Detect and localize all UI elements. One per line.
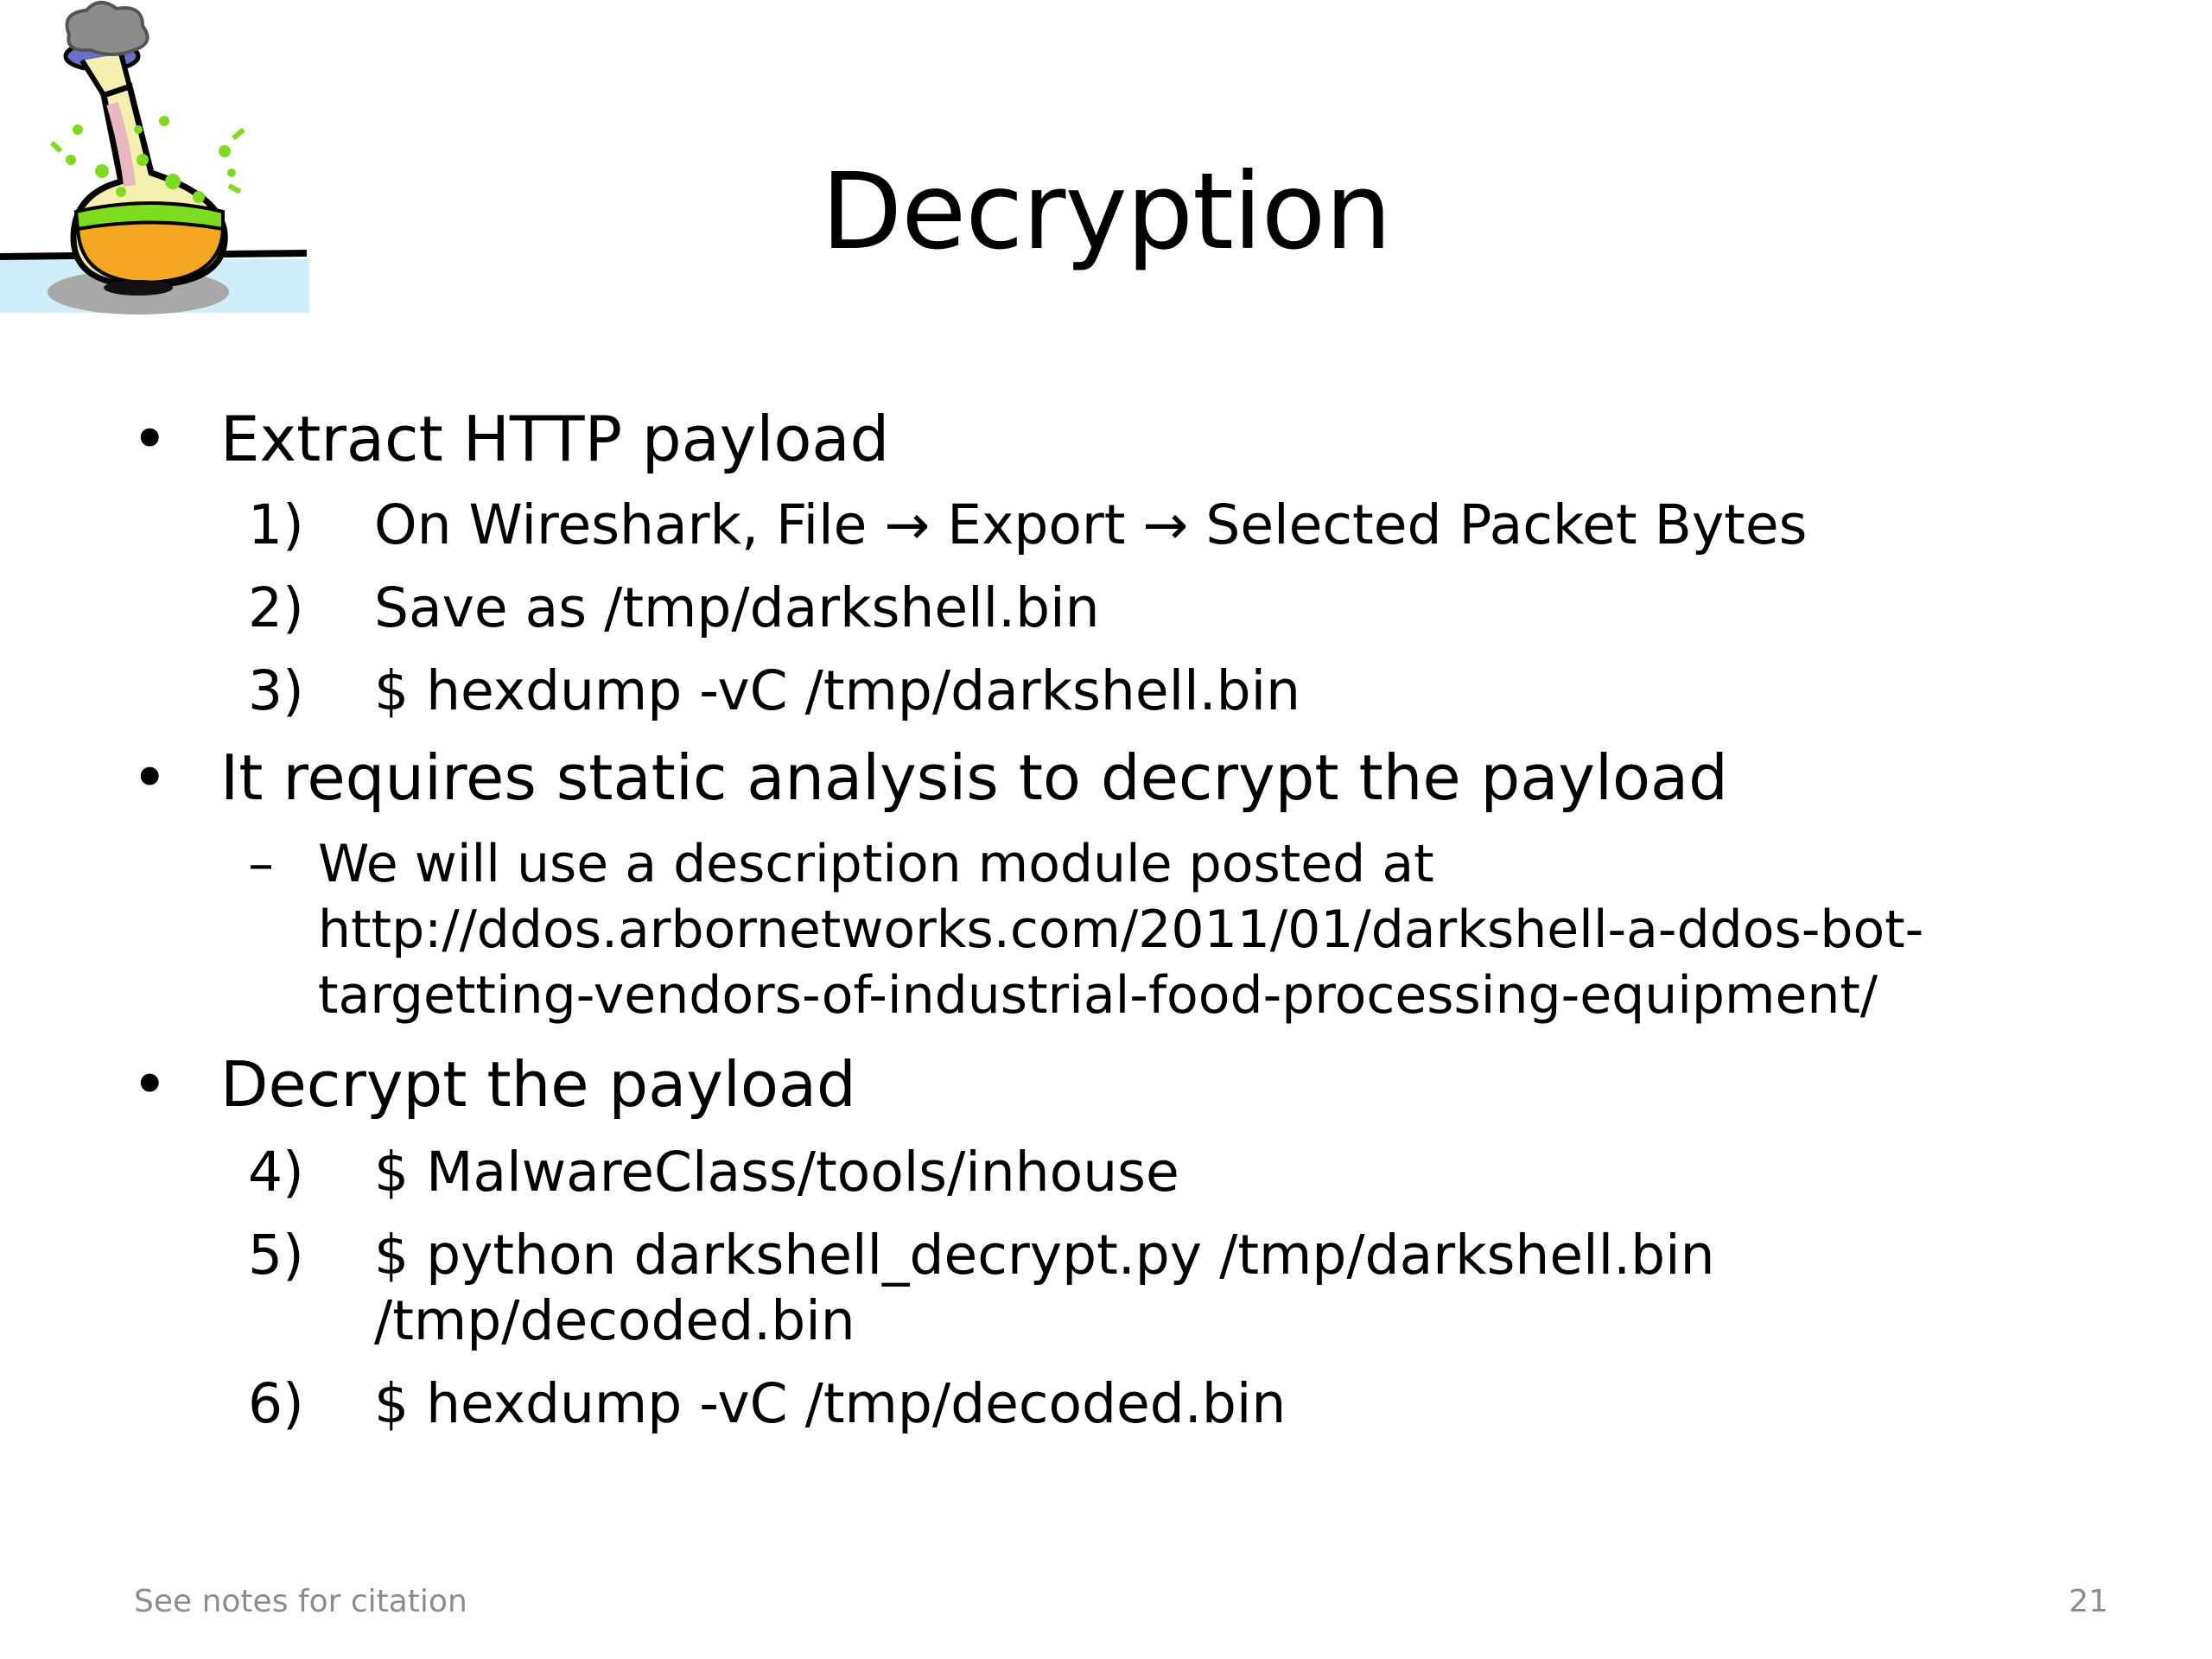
sub-bullet-line: We will use a description module posted at xyxy=(318,834,1434,894)
step-number: 5) xyxy=(248,1224,304,1287)
bullet-decrypt-payload: Decrypt the payload xyxy=(220,1048,856,1121)
bullet-extract-http-payload: Extract HTTP payload xyxy=(220,403,890,475)
step-text: $ MalwareClass/tools/inhouse xyxy=(374,1141,1179,1204)
step-number: 6) xyxy=(248,1372,304,1435)
bullet-marker: • xyxy=(131,403,168,475)
reference-url-line: targetting-vendors-of-industrial-food-processing-equipment/ xyxy=(318,965,1878,1026)
bullet-marker: • xyxy=(131,1048,168,1121)
reference-url-line: http://ddos.arbornetworks.com/2011/01/darkshell-a-ddos-bot- xyxy=(318,899,1924,960)
footer-citation: See notes for citation xyxy=(134,1584,467,1619)
step-number: 1) xyxy=(248,493,304,556)
page-number: 21 xyxy=(2069,1584,2108,1619)
dash-marker: – xyxy=(248,834,274,894)
step-text: On Wireshark, File → Export → Selected Packet Bytes xyxy=(374,493,1808,556)
slide-title: Decryption xyxy=(821,150,1391,273)
step-number: 4) xyxy=(248,1141,304,1204)
step-continuation: /tmp/decoded.bin xyxy=(374,1289,855,1352)
bullet-static-analysis: It requires static analysis to decrypt the payload xyxy=(220,741,1728,814)
bullet-marker: • xyxy=(131,741,168,814)
step-number: 3) xyxy=(248,659,304,722)
step-text: Save as /tmp/darkshell.bin xyxy=(374,576,1100,639)
step-text: $ python darkshell_decrypt.py /tmp/darkshell.bin xyxy=(374,1224,1715,1287)
step-text: $ hexdump -vC /tmp/decoded.bin xyxy=(374,1372,1287,1435)
step-text: $ hexdump -vC /tmp/darkshell.bin xyxy=(374,659,1301,722)
step-number: 2) xyxy=(248,576,304,639)
